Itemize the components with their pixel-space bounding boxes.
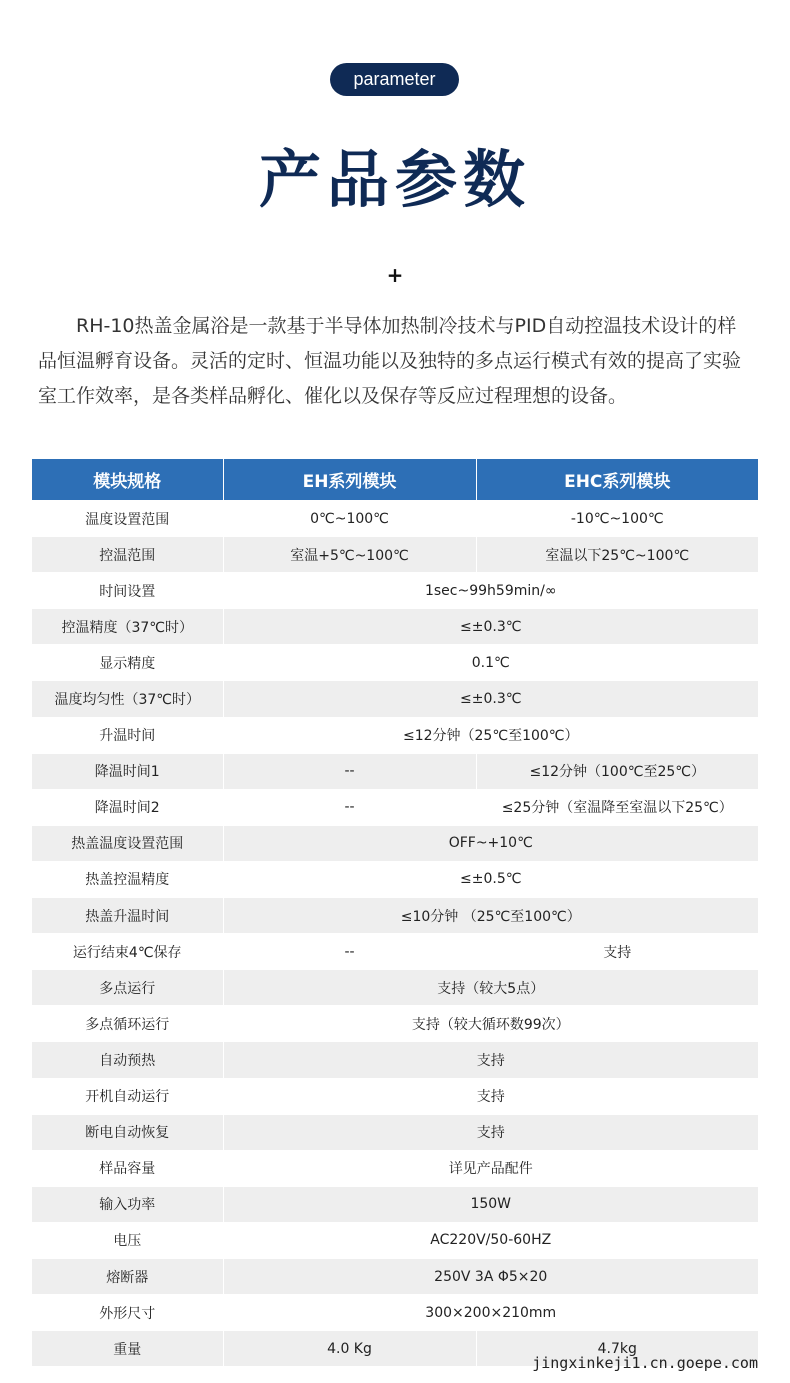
row-value-shared: ≤±0.3℃ <box>223 609 758 645</box>
table-row <box>32 898 758 934</box>
row-value-eh: 0℃~100℃ <box>223 501 476 537</box>
row-label: 降温时间1 <box>32 753 223 789</box>
row-value-shared: 150W <box>223 1186 758 1222</box>
table-row <box>32 789 758 825</box>
row-value-shared: OFF~+10℃ <box>223 825 758 861</box>
row-label: 热盖温度设置范围 <box>32 825 223 861</box>
row-value-shared: ≤±0.3℃ <box>223 681 758 717</box>
row-label: 显示精度 <box>32 645 223 681</box>
row-label: 多点运行 <box>32 970 223 1006</box>
row-value-shared: 0.1℃ <box>223 645 758 681</box>
table-row <box>32 717 758 753</box>
row-value-eh: -- <box>223 789 476 825</box>
row-label: 升温时间 <box>32 717 223 753</box>
table-body <box>32 501 758 1367</box>
row-value-shared: 支持 <box>223 1042 758 1078</box>
plus-icon: + <box>386 263 404 287</box>
header-eh-series: EH系列模块 <box>223 459 476 501</box>
table-row <box>32 1186 758 1222</box>
table-row <box>32 970 758 1006</box>
row-label: 温度设置范围 <box>32 501 223 537</box>
table-row <box>32 573 758 609</box>
row-label: 断电自动恢复 <box>32 1114 223 1150</box>
table-row <box>32 537 758 573</box>
row-label: 运行结束4℃保存 <box>32 934 223 970</box>
site-watermark: jingxinkeji1.cn.goepe.com <box>532 1354 758 1372</box>
product-description: RH-10热盖金属浴是一款基于半导体加热制冷技术与PID自动控温技术设计的样品恒温孵育设备。灵活的定时、恒温功能以及独特的多点运行模式有效的提高了实验室工作效率，是各类样品孵化、催化以及保存等反应过程理想的设备。 <box>38 315 742 407</box>
row-value-shared: AC220V/50-60HZ <box>223 1222 758 1258</box>
table-row <box>32 1295 758 1331</box>
row-value-eh: 室温+5℃~100℃ <box>223 537 476 573</box>
row-value-eh: -- <box>223 934 476 970</box>
row-value-eh: -- <box>223 753 476 789</box>
row-value-shared: 详见产品配件 <box>223 1150 758 1186</box>
row-value-shared: 250V 3A Φ5×20 <box>223 1258 758 1294</box>
row-label: 熔断器 <box>32 1258 223 1294</box>
table-row <box>32 934 758 970</box>
row-value-shared: 300×200×210mm <box>223 1295 758 1331</box>
row-label: 降温时间2 <box>32 789 223 825</box>
row-value-shared: 支持 <box>223 1114 758 1150</box>
table-row <box>32 645 758 681</box>
row-label: 温度均匀性（37℃时） <box>32 681 223 717</box>
header-ehc-series: EHC系列模块 <box>476 459 758 501</box>
row-value-shared: 支持（较大循环数99次） <box>223 1006 758 1042</box>
table-row <box>32 1258 758 1294</box>
table-row <box>32 1006 758 1042</box>
row-label: 热盖控温精度 <box>32 861 223 897</box>
row-value-shared: ≤12分钟（25℃至100℃） <box>223 717 758 753</box>
row-value-eh: 4.0 Kg <box>223 1331 476 1367</box>
row-label: 控温范围 <box>32 537 223 573</box>
table-header-row <box>32 459 758 501</box>
row-label: 电压 <box>32 1222 223 1258</box>
table-row <box>32 1042 758 1078</box>
table-row <box>32 1150 758 1186</box>
table-row <box>32 501 758 537</box>
row-label: 多点循环运行 <box>32 1006 223 1042</box>
row-value-ehc: 室温以下25℃~100℃ <box>476 537 758 573</box>
row-value-shared: 1sec~99h59min/∞ <box>223 573 758 609</box>
row-label: 开机自动运行 <box>32 1078 223 1114</box>
row-label: 重量 <box>32 1331 223 1367</box>
table-row <box>32 681 758 717</box>
page-title: 产品参数 <box>258 143 531 216</box>
row-value-shared: 支持 <box>223 1078 758 1114</box>
table-row <box>32 861 758 897</box>
row-label: 时间设置 <box>32 573 223 609</box>
table-row <box>32 1114 758 1150</box>
row-value-ehc: ≤12分钟（100℃至25℃） <box>476 753 758 789</box>
table-row <box>32 1222 758 1258</box>
row-value-shared: 支持（较大5点） <box>223 970 758 1006</box>
row-value-shared: ≤±0.5℃ <box>223 861 758 897</box>
row-label: 样品容量 <box>32 1150 223 1186</box>
row-value-shared: ≤10分钟 （25℃至100℃） <box>223 898 758 934</box>
row-label: 输入功率 <box>32 1186 223 1222</box>
row-label: 外形尺寸 <box>32 1295 223 1331</box>
row-label: 控温精度（37℃时） <box>32 609 223 645</box>
table-row <box>32 753 758 789</box>
row-value-ehc: ≤25分钟（室温降至室温以下25℃） <box>476 789 758 825</box>
parameter-badge: parameter <box>330 63 459 96</box>
row-value-ehc: -10℃~100℃ <box>476 501 758 537</box>
row-value-ehc: 4.7kg <box>476 1331 758 1367</box>
row-label: 热盖升温时间 <box>32 898 223 934</box>
table-row <box>32 825 758 861</box>
row-label: 自动预热 <box>32 1042 223 1078</box>
row-value-ehc: 支持 <box>476 934 758 970</box>
table-row <box>32 609 758 645</box>
table-row <box>32 1078 758 1114</box>
header-spec: 模块规格 <box>32 459 223 501</box>
parameter-table <box>32 459 758 1366</box>
